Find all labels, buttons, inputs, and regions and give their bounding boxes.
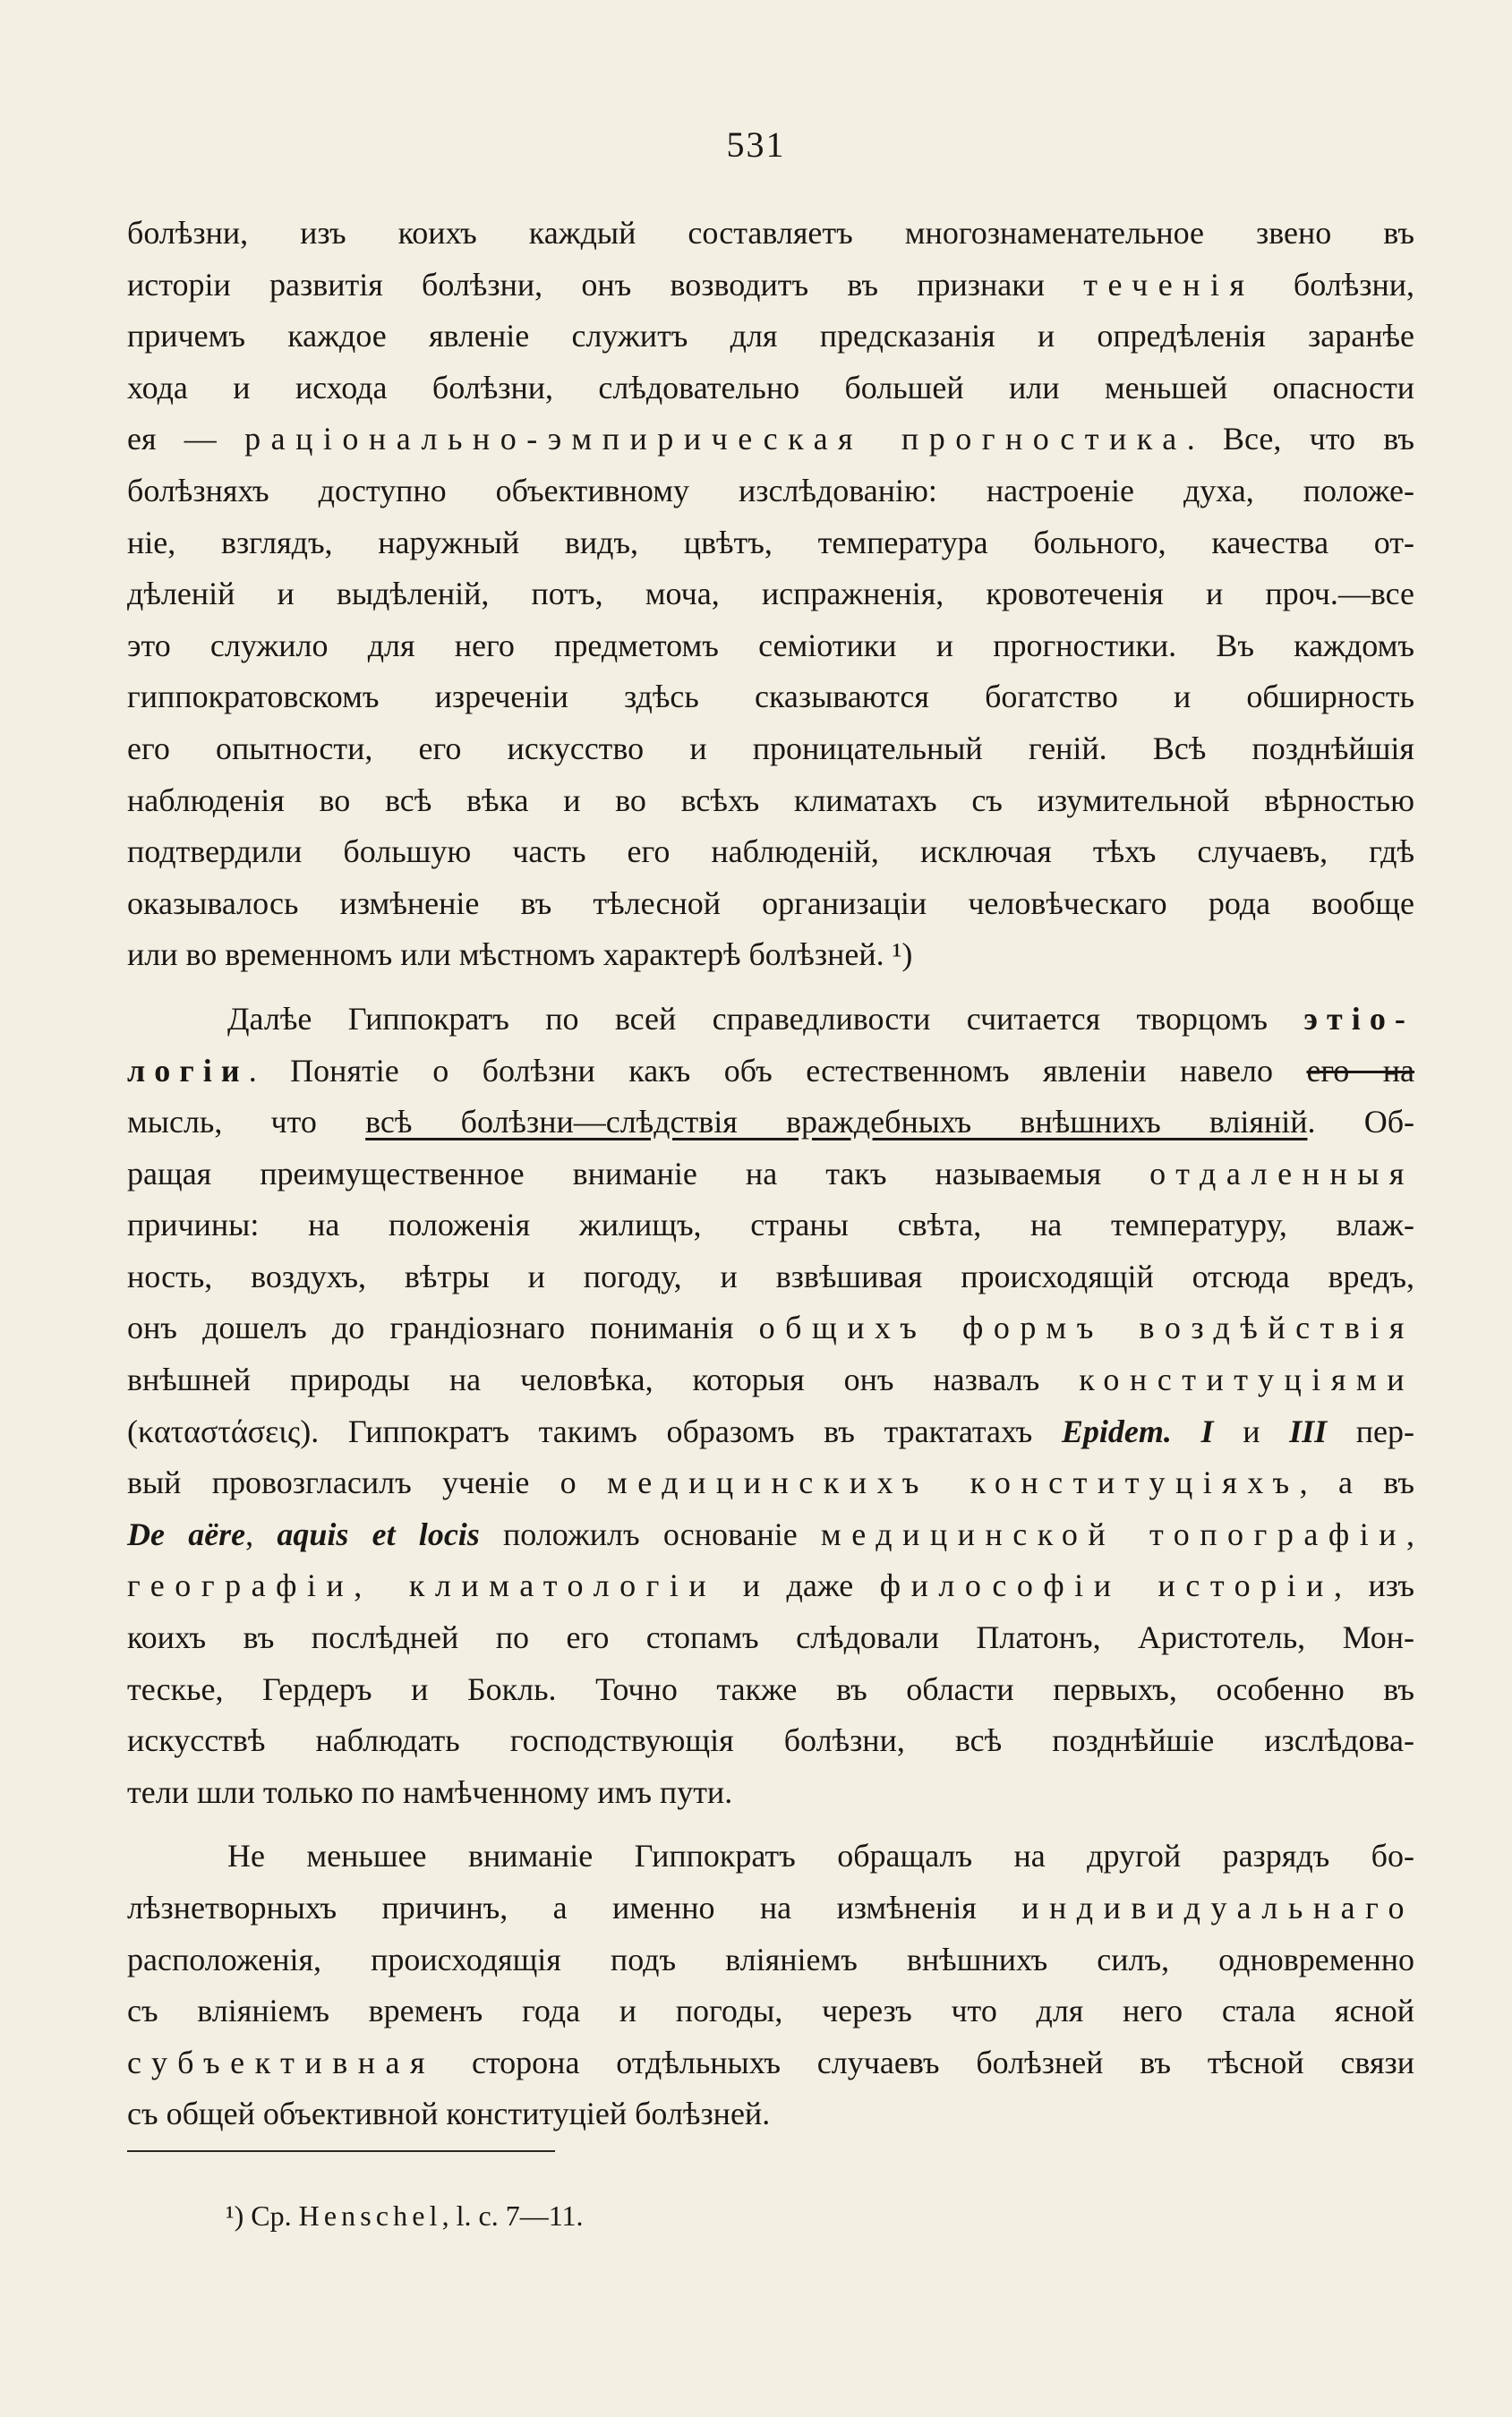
- text-line: причемъ каждое явленіе служитъ для предсказанія и опредѣленія заранѣе: [127, 318, 1414, 354]
- spaced-term: субъективная: [127, 2044, 436, 2080]
- text-line: наблюденія во всѣ вѣка и во всѣхъ климатахъ съ изумительной вѣрностью: [127, 781, 1414, 818]
- text-line: [127, 929, 1414, 981]
- treatise-title: III: [1289, 1413, 1328, 1449]
- text-line: логіи. Понятіе о болѣзни какъ объ естественномъ явленіи навело его на: [127, 1052, 1415, 1089]
- text-line: исторіи развитія болѣзни, онъ возводитъ въ признаки теченія болѣзни,: [127, 266, 1414, 303]
- spaced-term: медицинскихъ конституціяхъ: [606, 1465, 1300, 1501]
- text-line: онъ дошелъ до грандіознаго пониманія общихъ формъ воздѣйствія: [127, 1310, 1415, 1346]
- spaced-term: индивидуальнаго: [1021, 1890, 1414, 1926]
- text-line: оказывалось измѣненіе въ тѣлесной организаціи человѣческаго рода вообще: [127, 884, 1414, 921]
- treatise-title: Epidem. I: [1061, 1413, 1214, 1449]
- treatise-title: De aëre: [127, 1516, 246, 1552]
- page-number: 531: [726, 124, 786, 165]
- footnote-separator: [127, 2150, 555, 2152]
- text-line: съ вліяніемъ временъ года и погоды, черезъ что для него стала ясной: [127, 1993, 1414, 2029]
- text-line: причины: на положенія жилищъ, страны свѣта, на температуру, влаж-: [127, 1207, 1414, 1243]
- text-line: ніе, взглядъ, наружный видъ, цвѣтъ, температура больного, качества от-: [127, 524, 1414, 560]
- text-line: болѣзняхъ доступно объективному изслѣдованію: настроеніе духа, положе-: [127, 472, 1414, 508]
- paragraph-1: [127, 208, 1414, 981]
- text-line: искусствѣ наблюдать господствующія болѣзни, всѣ позднѣйшіе изслѣдова-: [127, 1722, 1414, 1759]
- text-line: ность, воздухъ, вѣтры и погоду, и взвѣшивая происходящій отсюда вредъ,: [127, 1258, 1414, 1294]
- text-line: Далѣе Гиппократъ по всей справедливости считается творцомъ этіо-: [227, 1000, 1414, 1037]
- text-line: болѣзни, изъ коихъ каждый составляетъ многознаменательное звено въ: [127, 215, 1414, 251]
- footnote: [226, 2199, 584, 2233]
- text-line: внѣшней природы на человѣка, которыя онъ назвалъ конституціями: [127, 1362, 1414, 1398]
- spaced-term: конституціями: [1079, 1362, 1414, 1398]
- text-line: гиппократовскомъ изреченіи здѣсь сказываются богатство и обширность: [127, 679, 1414, 715]
- spaced-term: логіи: [127, 1052, 249, 1089]
- text-line: его опытности, его искусство и проницательный геній. Всѣ позднѣйшія: [127, 730, 1414, 766]
- spaced-term: теченія: [1083, 266, 1255, 303]
- text-line: хода и исхода болѣзни, слѣдовательно большей или меньшей опасности: [127, 369, 1414, 406]
- struck-text: его на: [1306, 1052, 1415, 1089]
- text-line: ея — раціонально-эмпирическая прогностика. Все, что въ: [127, 421, 1414, 457]
- paragraph-2: [127, 994, 1414, 1819]
- spaced-term: общихъ формъ воздѣйствія: [758, 1310, 1415, 1346]
- text-line: ращая преимущественное вниманіе на такъ называемыя отдаленныя: [127, 1155, 1414, 1191]
- spaced-term: географіи, климатологіи: [127, 1567, 717, 1604]
- footnote-author: Henschel: [298, 2199, 442, 2232]
- footnote-reference: , l. c. 7—11.: [441, 2199, 584, 2232]
- text-line: подтвердили большую часть его наблюденій, исключая тѣхъ случаевъ, гдѣ: [127, 833, 1414, 870]
- text-line: Не меньшее вниманіе Гиппократъ обращалъ на другой разрядъ бо-: [227, 1838, 1414, 1875]
- spaced-term: отдаленныя: [1149, 1155, 1414, 1191]
- text-line: субъективная сторона отдѣльныхъ случаевъ болѣзней въ тѣсной связи: [127, 2044, 1414, 2080]
- text-line: это служило для него предметомъ семіотики и прогностики. Въ каждомъ: [127, 627, 1414, 663]
- text-line: съ общей объективной конституціей болѣзней.: [127, 2096, 771, 2132]
- spaced-term: раціонально-эмпирическая прогностика: [244, 421, 1187, 457]
- treatise-title: aquis et locis: [277, 1516, 480, 1552]
- text-line: De aëre, aquis et locis положилъ основаніе медицинской топографіи,: [127, 1516, 1415, 1552]
- footnote-ref: или во временномъ или мѣстномъ характерѣ болѣзней. ¹): [127, 936, 913, 973]
- paragraph-3: [127, 1831, 1414, 2140]
- body-text: [127, 208, 1414, 2140]
- text-line: расположенія, происходящія подъ вліяніемъ внѣшнихъ силъ, одновременно: [127, 1941, 1414, 1977]
- footnote-marker: ¹) Ср.: [226, 2199, 292, 2232]
- text-line: лѣзнетворныхъ причинъ, а именно на измѣненія индивидуальнаго: [127, 1890, 1414, 1926]
- text-line: тескье, Гердеръ и Бокль. Точно также въ области первыхъ, особенно въ: [127, 1670, 1414, 1707]
- text-line: мысль, что всѣ болѣзни—слѣдствія враждебныхъ внѣшнихъ вліяній. Об-: [127, 1104, 1414, 1140]
- spaced-term: этіо-: [1303, 1000, 1414, 1037]
- text-line: тели шли только по намѣченному имъ пути.: [127, 1773, 733, 1810]
- underlined-phrase: всѣ болѣзни—слѣдствія враждебныхъ внѣшнихъ вліяній: [365, 1104, 1308, 1140]
- text-line: дѣленій и выдѣленій, потъ, моча, испражненія, кровотеченія и проч.—все: [127, 576, 1414, 612]
- text-line: географіи, климатологіи и даже философіи исторіи, изъ: [127, 1567, 1414, 1604]
- text-line: (καταστάσεις). Гиппократъ такимъ образомъ въ трактатахъ Epidem. I и III пер-: [127, 1413, 1414, 1449]
- spaced-term: философіи исторіи: [879, 1567, 1334, 1604]
- spaced-term: медицинской топографіи: [820, 1516, 1407, 1552]
- text-line: вый провозгласилъ ученіе о медицинскихъ конституціяхъ, а въ: [127, 1465, 1414, 1501]
- text-line: коихъ въ послѣдней по его стопамъ слѣдовали Платонъ, Аристотель, Мон-: [127, 1619, 1414, 1656]
